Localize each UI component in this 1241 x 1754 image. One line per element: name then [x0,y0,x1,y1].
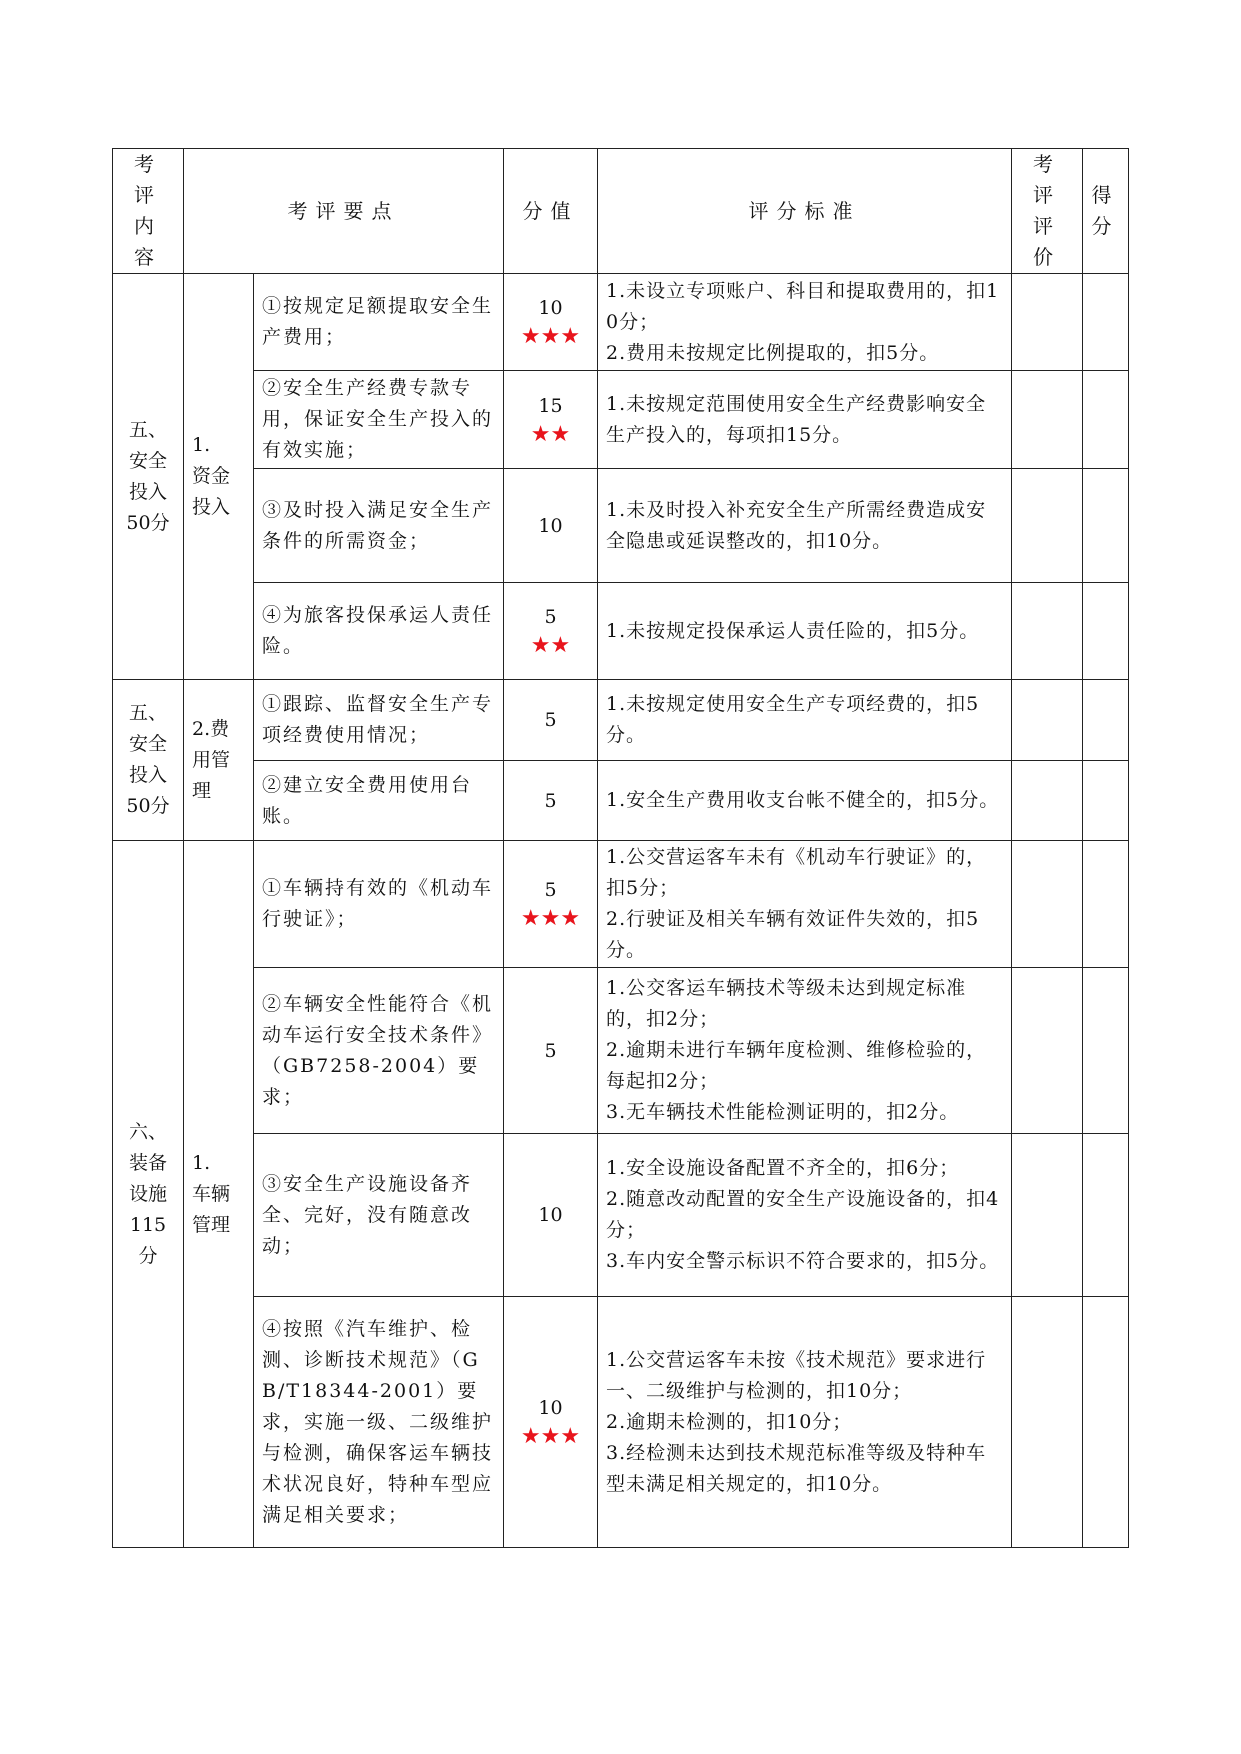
criteria-cell: 1.公交营运客车未按《技术规范》要求进行一、二级维护与检测的，扣10分； 2.逾期未检测的，扣10分； 3.经检测未达到技术规范标准等级及特种车型未满足相关规定的，扣10分。 [598,1297,1012,1548]
criteria-cell: 1.未按规定范围使用安全生产经费影响安全生产投入的，每项扣15分。 [598,371,1012,469]
evaluation-cell[interactable] [1012,680,1083,761]
table-row [113,583,1129,680]
category-cell: 六、 装备 设施 115分 [113,841,184,1548]
score-value: 10 [538,297,563,319]
score-value: 5 [544,709,557,731]
evaluation-cell[interactable] [1012,371,1083,469]
evaluation-cell[interactable] [1012,1134,1083,1297]
evaluation-cell[interactable] [1012,841,1083,968]
score-cell [504,469,598,583]
result-cell[interactable] [1083,680,1129,761]
table-row [113,274,1129,371]
result-cell[interactable] [1083,583,1129,680]
point-cell: ②建立安全费用使用台账。 [254,761,504,841]
score-cell [504,1297,598,1548]
score-value: 10 [538,514,563,537]
criteria-cell: 1.未按规定使用安全生产专项经费的，扣5分。 [598,680,1012,761]
score-value: 5 [544,789,557,812]
header-evaluation: 考评 评价 [1012,149,1083,274]
evaluation-cell[interactable] [1012,274,1083,371]
star-rating: ★★ [530,421,571,447]
subcategory-cell: 1. 资金 投入 [184,274,254,680]
table-row [113,1134,1129,1297]
table-row [113,841,1129,968]
header-criteria: 评分标准 [598,149,1012,274]
star-rating: ★★★ [520,324,581,349]
score-cell [504,680,598,761]
score-cell [504,274,598,371]
point-cell: ①车辆持有效的《机动车行驶证》； [254,841,504,968]
point-cell: ②车辆安全性能符合《机动车运行安全技术条件》（GB7258-2004）要求； [254,968,504,1134]
score-cell [504,583,598,680]
result-cell[interactable] [1083,761,1129,841]
category-cell: 五、 安全 投入 50分 [113,680,184,841]
score-value: 10 [538,1397,563,1419]
evaluation-cell[interactable] [1012,1297,1083,1548]
table-row [113,680,1129,761]
result-cell[interactable] [1083,841,1129,968]
result-cell[interactable] [1083,274,1129,371]
score-cell [504,968,598,1134]
table-row [113,469,1129,583]
header-points: 考评要点 [184,149,504,274]
score-value: 5 [544,606,557,628]
header-category: 考评 内容 [113,149,184,274]
score-value: 5 [544,1039,557,1062]
result-cell[interactable] [1083,968,1129,1134]
score-cell [504,371,598,469]
point-cell: ①按规定足额提取安全生产费用； [254,274,504,371]
result-cell[interactable] [1083,469,1129,583]
subcategory-cell: 1. 车辆 管理 [184,841,254,1548]
header-result: 得 分 [1083,149,1129,274]
criteria-cell: 1.未设立专项账户、科目和提取费用的，扣10分； 2.费用未按规定比例提取的，扣5分。 [598,274,1012,371]
star-rating: ★★★ [520,1424,581,1449]
criteria-cell: 1.安全生产费用收支台帐不健全的，扣5分。 [598,761,1012,841]
evaluation-cell[interactable] [1012,968,1083,1134]
criteria-cell: 1.未按规定投保承运人责任险的，扣5分。 [598,583,1012,680]
point-cell: ③及时投入满足安全生产条件的所需资金； [254,469,504,583]
point-cell: ①跟踪、监督安全生产专项经费使用情况； [254,680,504,761]
evaluation-cell[interactable] [1012,761,1083,841]
table-row [113,761,1129,841]
star-rating: ★★★ [520,906,581,931]
criteria-cell: 1.安全设施设备配置不齐全的，扣6分； 2.随意改动配置的安全生产设施设备的，扣4分； 3.车内安全警示标识不符合要求的，扣5分。 [598,1134,1012,1297]
score-value: 10 [538,1204,563,1226]
score-value: 15 [538,394,563,417]
table-row [113,371,1129,469]
table-row [113,1297,1129,1548]
subcategory-cell: 2.费 用管 理 [184,680,254,841]
evaluation-cell[interactable] [1012,583,1083,680]
criteria-cell: 1.公交营运客车未有《机动车行驶证》的，扣5分； 2.行驶证及相关车辆有效证件失效的，扣5分。 [598,841,1012,968]
score-value: 5 [544,879,557,901]
point-cell: ③安全生产设施设备齐全、完好，没有随意改动； [254,1134,504,1297]
point-cell: ④按照《汽车维护、检测、诊断技术规范》（GB/T18344-2001）要求，实施一级、二级维护与检测，确保客运车辆技术状况良好，特种车型应满足相关要求； [254,1297,504,1548]
table-row [113,968,1129,1134]
category-cell: 五、 安全 投入 50分 [113,274,184,680]
header-row [113,149,1129,274]
result-cell[interactable] [1083,1134,1129,1297]
result-cell[interactable] [1083,371,1129,469]
header-score: 分值 [504,149,598,274]
criteria-cell: 1.公交客运车辆技术等级未达到规定标准的，扣2分； 2.逾期未进行车辆年度检测、维修检验的，每起扣2分； 3.无车辆技术性能检测证明的，扣2分。 [598,968,1012,1134]
point-cell: ②安全生产经费专款专用，保证安全生产投入的有效实施； [254,371,504,469]
score-cell [504,1134,598,1297]
point-cell: ④为旅客投保承运人责任险。 [254,583,504,680]
score-cell [504,761,598,841]
result-cell[interactable] [1083,1297,1129,1548]
criteria-cell: 1.未及时投入补充安全生产所需经费造成安全隐患或延误整改的，扣10分。 [598,469,1012,583]
evaluation-cell[interactable] [1012,469,1083,583]
star-rating: ★★ [530,633,571,658]
assessment-table [112,148,1129,1548]
score-cell [504,841,598,968]
